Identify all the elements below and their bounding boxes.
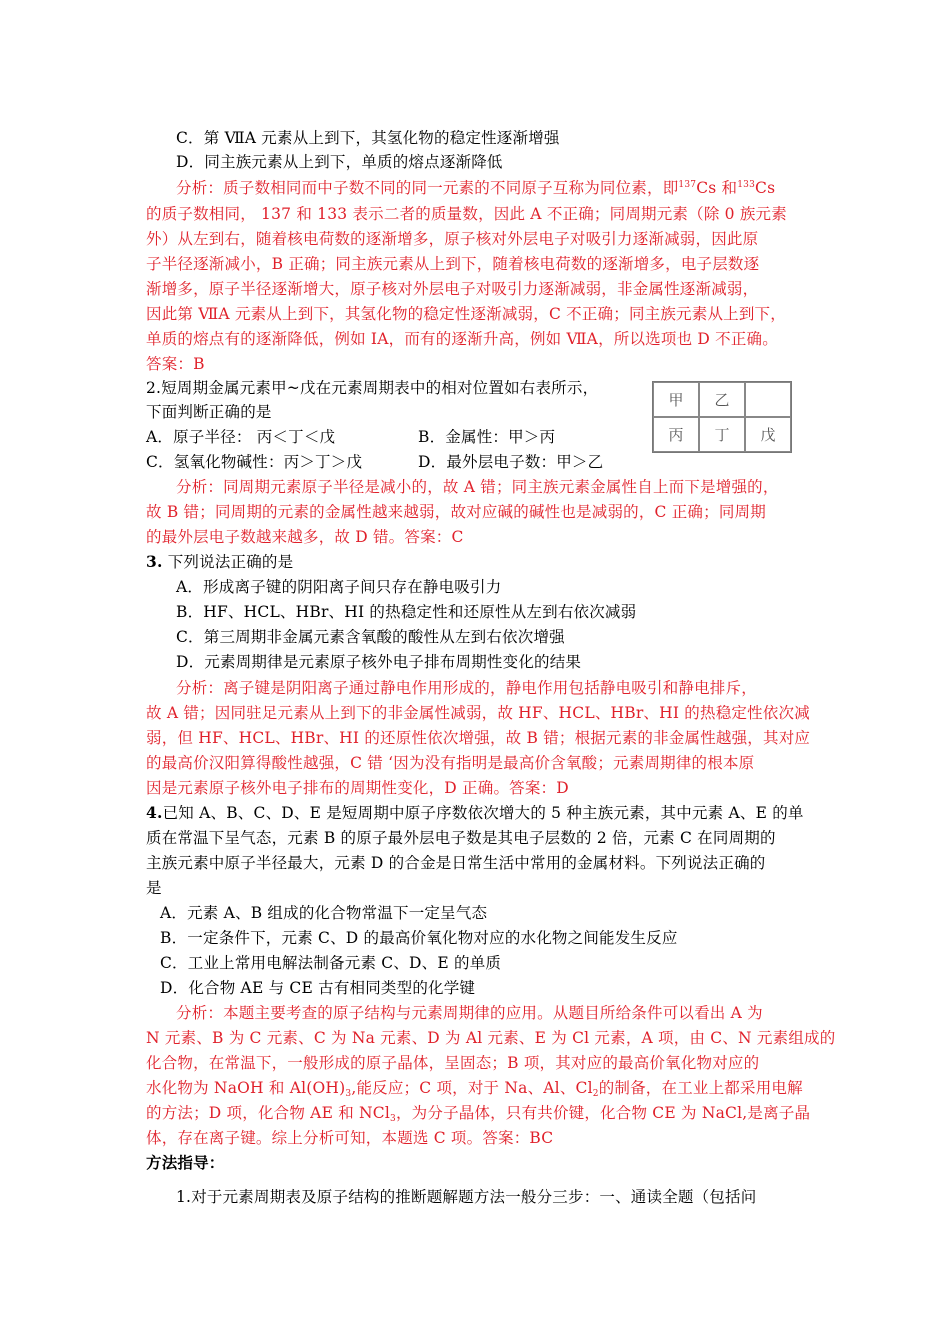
q3-analysis-line-4: 的最高价汉阳算得酸性越强，C 错 ‘因为没有指明是最高价含氧酸；元素周期律的根本原 (146, 754, 755, 772)
q4-option-d: D．化合物 AE 与 CE 古有相同类型的化学键 (160, 979, 476, 997)
q4-option-b: B．一定条件下，元素 C、D 的最高价氧化物对应的水化物之间能发生反应 (160, 929, 678, 947)
q2-stem-line-1: 2.短周期金属元素甲~戊在元素周期表中的相对位置如右表所示， (146, 379, 599, 397)
q2-analysis-line-1: 分析：同周期元素原子半径是减小的，故 A 错；同主族元素金属性自上而下是增强的， (176, 478, 779, 496)
table-cell: 丁 (699, 417, 745, 452)
q2-analysis-line-2: 故 B 错；同周期的元素的金属性越来越弱，故对应碱的碱性也是减弱的，C 正确；同周期 (146, 503, 766, 521)
method-heading: 方法指导： (146, 1153, 225, 1172)
table-cell: 丙 (653, 417, 699, 452)
q1-analysis-line-2: 的质子数相同， 137 和 133 表示二者的质量数，因此 A 不正确；同周期元素（除 0 族元素 (146, 205, 787, 223)
q3-option-d: D．元素周期律是元素原子核外电子排布周期性变化的结果 (176, 653, 582, 671)
q2-option-d: D．最外层电子数：甲＞乙 (418, 453, 604, 471)
q3-option-a: A．形成离子键的阴阳离子间只存在静电吸引力 (176, 578, 502, 596)
q4-stem-line-2: 质在常温下呈气态，元素 B 的原子最外层电子数是其电子层数的 2 倍，元素 C 在同周期的 (146, 829, 776, 847)
table-cell (745, 382, 791, 417)
q4-option-c: C．工业上常用电解法制备元素 C、D、E 的单质 (160, 954, 502, 972)
q4-option-a: A．元素 A、B 组成的化合物常温下一定呈气态 (160, 904, 488, 922)
q3-stem: 3. 下列说法正确的是 (146, 552, 294, 571)
q4-stem-line-1: 4.已知 A、B、C、D、E 是短周期中原子序数依次增大的 5 种主族元素，其中元素 A、E 的单 (146, 803, 804, 822)
q4-analysis-line-6: 体，存在离子键。综上分析可知，本题选 C 项。答案：BC (146, 1129, 554, 1147)
periodic-position-table (652, 381, 792, 453)
method-line-1: 1.对于元素周期表及原子结构的推断题解题方法一般分三步：一、通读全题（包括问 (176, 1188, 757, 1206)
table-cell: 乙 (699, 382, 745, 417)
q4-analysis-line-5: 的方法；D 项，化合物 AE 和 NCl$_3$，为分子晶体，只有共价键，化合物 CE 为 NaCl,是离子晶 (146, 1104, 811, 1124)
q3-analysis-line-3: 弱，但 HF、HCL、HBr、HI 的还原性依次增强，故 B 错；根据元素的非金属性越强，其对应 (146, 729, 811, 747)
q4-analysis-line-1: 分析：本题主要考查的原子结构与元素周期律的应用。从题目所给条件可以看出 A 为 (176, 1004, 763, 1022)
q4-analysis-line-2: N 元素、B 为 C 元素、C 为 Na 元素、D 为 Al 元素、E 为 Cl 元素，A 项，由 C、N 元素组成的 (146, 1029, 836, 1047)
q3-option-c: C．第三周期非金属元素含氧酸的酸性从左到右依次增强 (176, 628, 565, 646)
q1-option-d: D．同主族元素从上到下，单质的熔点逐渐降低 (176, 153, 503, 171)
q4-analysis-line-4: 水化物为 NaOH 和 $Al(OH)_3$,能反应；C 项，对于 Na、Al、$Cl_2$的制备，在工业上都采用电解 (146, 1079, 803, 1099)
table-cell: 戊 (745, 417, 791, 452)
q2-stem-line-2: 下面判断正确的是 (146, 403, 272, 421)
q1-analysis-line-3: 外）从左到右，随着核电荷数的逐渐增多，原子核对外层电子对吸引力逐渐减弱，因此原 (146, 230, 759, 248)
q1-analysis-line-5: 渐增多，原子半径逐渐增大，原子核对外层电子对吸引力逐渐减弱，非金属性逐渐减弱， (146, 280, 759, 298)
q1-analysis-line-4: 子半径逐渐减小，B 正确；同主族元素从上到下，随着核电荷数的逐渐增多，电子层数逐 (146, 255, 760, 273)
q1-option-c: C．第 ⅦA 元素从上到下，其氢化物的稳定性逐渐增强 (176, 129, 560, 147)
table-cell: 甲 (653, 382, 699, 417)
q1-analysis-line-7: 单质的熔点有的逐渐降低，例如 IA，而有的逐渐升高，例如 ⅦA，所以选项也 D 不正确。 (146, 330, 778, 348)
q3-analysis-line-1: 分析：离子键是阴阳离子通过静电作用形成的，静电作用包括静电吸引和静电排斥， (176, 679, 757, 697)
q3-analysis-line-2: 故 A 错；因同驻足元素从上到下的非金属性减弱，故 HF、HCL、HBr、HI 的热稳定性依次减 (146, 704, 810, 722)
q4-stem-line-4: 是 (146, 879, 162, 897)
q3-option-b: B．HF、HCL、HBr、HI 的热稳定性和还原性从左到右依次减弱 (176, 603, 637, 621)
q1-analysis-line-6: 因此第 ⅦA 元素从上到下，其氢化物的稳定性逐渐减弱，C 不正确；同主族元素从上到下， (146, 305, 786, 323)
q4-stem-line-3: 主族元素中原子半径最大，元素 D 的合金是日常生活中常用的金属材料。下列说法正确的 (146, 854, 766, 872)
q3-analysis-line-5: 因是元素原子核外电子排布的周期性变化，D 正确。答案：D (146, 779, 569, 797)
q4-analysis-line-3: 化合物，在常温下，一般形成的原子晶体，呈固态；B 项，其对应的最高价氧化物对应的 (146, 1054, 760, 1072)
q1-answer: 答案：B (146, 355, 205, 373)
q2-option-c: C．氢氧化物碱性：丙＞丁＞戊 (146, 453, 363, 471)
q2-analysis-line-3: 的最外层电子数越来越多，故 D 错。答案：C (146, 528, 464, 546)
q2-option-a: A．原子半径： 丙＜丁＜戊 (146, 428, 336, 446)
q2-option-b: B．金属性：甲＞丙 (418, 428, 556, 446)
q1-analysis-line-1: 分析：质子数相同而中子数不同的同一元素的不同原子互称为同位素，即$^{137}$Cs 和$^{133}$Cs (176, 179, 776, 197)
